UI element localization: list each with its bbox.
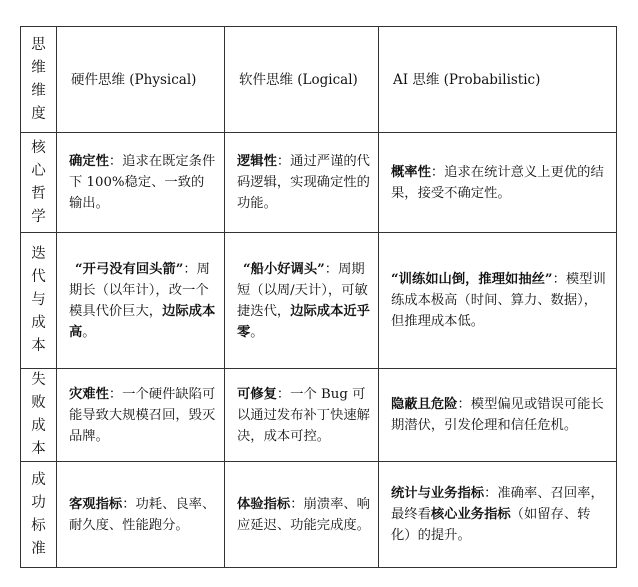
header-dimension-char: 度 (31, 105, 46, 122)
dimension-char: 成 (31, 471, 46, 488)
cell-text-tail: （如留存、转化）的提升。 (391, 507, 591, 543)
cell-text: ：崩溃率、响应延迟、功能完成度。 (237, 496, 370, 533)
cell-keyword: “开弓没有回头箭” (75, 261, 184, 277)
cell-text: ：追求在统计意义上更优的结果，接受不确定性。 (391, 164, 604, 201)
dimension-char: 与 (31, 292, 46, 308)
cell-keyword: 统计与业务指标 (391, 486, 485, 501)
header-dimension-char: 维 (31, 82, 46, 99)
cell-keyword: “船小好调头” (243, 261, 325, 277)
hardware-cell (57, 133, 225, 233)
header-ai: AI 思维 (Probabilistic) (379, 27, 617, 133)
software-cell (225, 369, 379, 462)
cell-keyword: 体验指标 (237, 496, 291, 512)
cell-keyword-secondary: 边际成本近乎零 (237, 303, 370, 340)
dimension-char: 成 (31, 315, 46, 331)
ai-cell (379, 133, 617, 233)
software-cell (225, 462, 379, 568)
dimension-char: 标 (31, 517, 46, 534)
cell-text: ：一个硬件缺陷可能导致大规模召回，毁灭品牌。 (69, 386, 216, 444)
dimension-cell (21, 133, 57, 233)
dimension-cell (21, 233, 57, 369)
row-iteration-cost (21, 233, 617, 369)
row-core-philosophy (21, 133, 617, 233)
dimension-char: 本 (31, 441, 46, 457)
header-dimension-char: 维 (31, 59, 46, 76)
dimension-char: 失 (31, 372, 46, 388)
ai-cell (379, 369, 617, 462)
cell-keyword: “训练如山倒，推理如抽丝” (391, 272, 553, 287)
ai-cell (379, 462, 617, 568)
row-success-criteria (21, 462, 617, 568)
cell-keyword: 可修复 (237, 386, 277, 402)
hardware-cell (57, 233, 225, 369)
cell-keyword: 隐蔽且危险 (391, 397, 458, 412)
cell-text-tail: 。 (82, 324, 96, 340)
dimension-char: 迭 (31, 246, 46, 262)
dimension-char: 代 (31, 269, 46, 285)
dimension-char: 核 (31, 139, 46, 156)
dimension-char: 哲 (31, 185, 46, 202)
dimension-cell (21, 462, 57, 568)
dimension-char: 败 (31, 395, 46, 411)
ai-cell (379, 233, 617, 369)
dimension-cell (21, 369, 57, 462)
software-cell (225, 133, 379, 233)
dimension-char: 功 (31, 494, 46, 511)
row-failure-cost (21, 369, 617, 462)
dimension-char: 心 (31, 162, 46, 179)
cell-text-tail: 。 (250, 324, 264, 340)
comparison-table (20, 26, 617, 568)
header-dimension-cell (21, 27, 57, 133)
dimension-char: 本 (31, 338, 46, 354)
cell-text: ：一个 Bug 可以通过发布补丁快速解决，成本可控。 (237, 386, 370, 444)
cell-keyword-secondary: 边际成本高 (69, 303, 216, 340)
header-software: 软件思维 (Logical) (225, 27, 379, 133)
dimension-char: 准 (31, 540, 46, 557)
cell-text: ：通过严谨的代码逻辑，实现确定性的功能。 (237, 154, 370, 211)
software-cell (225, 233, 379, 369)
hardware-cell (57, 462, 225, 568)
cell-text: ：准确率、召回率，最终看 (391, 486, 604, 522)
header-hardware: 硬件思维 (Physical) (57, 27, 225, 133)
dimension-char: 成 (31, 418, 46, 434)
cell-text: ：模型偏见或错误可能长期潜伏，引发伦理和信任危机。 (391, 397, 604, 433)
cell-keyword: 确定性 (69, 154, 109, 169)
cell-keyword: 概率性 (391, 164, 431, 180)
cell-text: ：模型训练成本极高（时间、算力、数据），但推理成本低。 (391, 272, 606, 329)
header-dimension-char: 思 (31, 36, 46, 53)
cell-text: ：周期长（以年计），改一个模具代价巨大， (69, 261, 210, 319)
cell-keyword-secondary: 核心业务指标 (430, 507, 511, 522)
cell-keyword: 灾难性 (69, 386, 109, 402)
header-row (21, 27, 617, 133)
hardware-cell (57, 369, 225, 462)
cell-text: ：周期短（以周/天计），可敏捷迭代， (237, 261, 368, 319)
cell-keyword: 客观指标 (69, 496, 123, 512)
dimension-char: 学 (31, 208, 46, 225)
cell-text: ：功耗、良率、耐久度、性能跑分。 (69, 496, 216, 533)
cell-keyword: 逻辑性 (237, 154, 277, 169)
cell-text: ：追求在既定条件下 100%稳定、一致的输出。 (69, 154, 216, 211)
